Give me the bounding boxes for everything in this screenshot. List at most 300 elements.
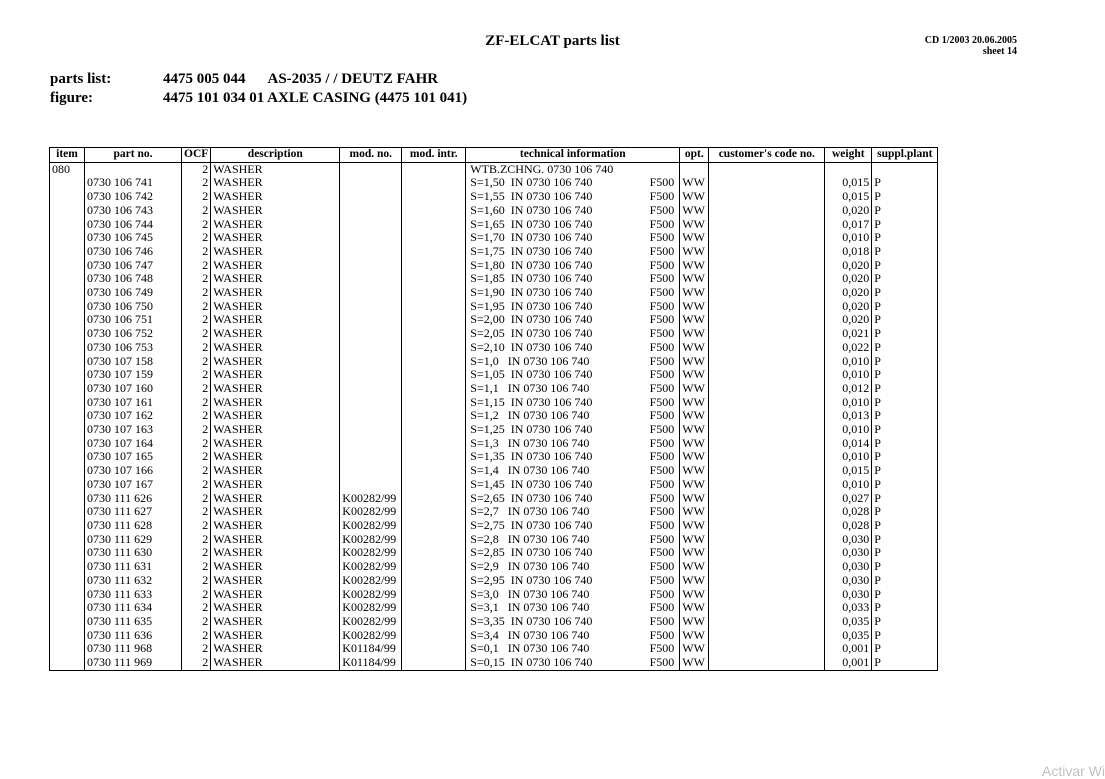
row-ocf: 2 — [182, 368, 211, 382]
row-technical-information — [466, 204, 680, 218]
row-technical-information — [466, 231, 680, 245]
row-description: WASHER — [211, 656, 340, 670]
sheet-number: sheet 14 — [982, 46, 1017, 57]
row-suppl-plant: P — [872, 382, 938, 396]
tech-info-text: S=2,9 IN 0730 106 740 — [470, 560, 590, 574]
tech-info-code: F500 — [649, 546, 675, 560]
row-ocf: 2 — [182, 409, 211, 423]
row-weight: 0,013 — [825, 409, 872, 423]
row-mod-no — [340, 437, 402, 451]
row-customer-code — [709, 409, 825, 423]
row-suppl-plant: P — [872, 409, 938, 423]
row-suppl-plant: P — [872, 218, 938, 232]
row-item — [50, 574, 85, 588]
row-description: WASHER — [211, 382, 340, 396]
row-mod-intr — [402, 437, 466, 451]
row-mod-intr — [402, 245, 466, 259]
row-description: WASHER — [211, 409, 340, 423]
row-customer-code — [709, 396, 825, 410]
row-opt: WW — [680, 190, 709, 204]
row-description: WASHER — [211, 176, 340, 190]
row-opt: WW — [680, 423, 709, 437]
row-ocf: 2 — [182, 231, 211, 245]
tech-info-text: S=1,35 IN 0730 106 740 — [470, 450, 593, 464]
row-suppl-plant: P — [872, 231, 938, 245]
row-description: WASHER — [211, 396, 340, 410]
row-item — [50, 204, 85, 218]
row-suppl-plant: P — [872, 615, 938, 629]
row-description: WASHER — [211, 204, 340, 218]
tech-info-code: F500 — [649, 272, 675, 286]
row-part-no — [85, 162, 182, 176]
tech-info-text: S=1,2 IN 0730 106 740 — [470, 409, 590, 423]
row-weight: 0,030 — [825, 588, 872, 602]
row-mod-no: K00282/99 — [340, 492, 402, 506]
row-opt: WW — [680, 409, 709, 423]
tech-info-code: F500 — [649, 628, 675, 642]
row-part-no: 0730 111 627 — [85, 505, 182, 519]
row-ocf: 2 — [182, 300, 211, 314]
row-ocf: 2 — [182, 656, 211, 670]
col-item: item — [50, 148, 85, 163]
table-row — [50, 409, 938, 423]
row-part-no: 0730 106 751 — [85, 313, 182, 327]
table-row — [50, 190, 938, 204]
row-opt: WW — [680, 259, 709, 273]
row-part-no: 0730 106 744 — [85, 218, 182, 232]
row-customer-code — [709, 231, 825, 245]
row-weight: 0,017 — [825, 218, 872, 232]
row-part-no: 0730 107 163 — [85, 423, 182, 437]
row-mod-intr — [402, 382, 466, 396]
tech-info-text: S=0,1 IN 0730 106 740 — [470, 642, 590, 656]
row-opt: WW — [680, 327, 709, 341]
table-row — [50, 218, 938, 232]
row-mod-intr — [402, 409, 466, 423]
row-mod-intr — [402, 259, 466, 273]
row-part-no: 0730 111 628 — [85, 519, 182, 533]
row-part-no: 0730 107 166 — [85, 464, 182, 478]
tech-info-code: F500 — [649, 190, 675, 204]
row-mod-intr — [402, 396, 466, 410]
row-mod-no — [340, 450, 402, 464]
row-customer-code — [709, 615, 825, 629]
row-weight: 0,028 — [825, 519, 872, 533]
row-description: WASHER — [211, 588, 340, 602]
row-mod-no: K00282/99 — [340, 519, 402, 533]
row-mod-no — [340, 176, 402, 190]
row-mod-no — [340, 218, 402, 232]
row-ocf: 2 — [182, 533, 211, 547]
row-ocf: 2 — [182, 341, 211, 355]
row-mod-intr — [402, 601, 466, 615]
row-suppl-plant: P — [872, 629, 938, 643]
row-weight: 0,015 — [825, 176, 872, 190]
row-mod-intr — [402, 286, 466, 300]
row-customer-code — [709, 450, 825, 464]
row-mod-intr — [402, 423, 466, 437]
row-technical-information — [466, 245, 680, 259]
row-technical-information — [466, 546, 680, 560]
row-description: WASHER — [211, 519, 340, 533]
tech-info-code: F500 — [649, 642, 675, 656]
parts-list-number: 4475 005 044 — [163, 71, 246, 87]
row-weight: 0,010 — [825, 231, 872, 245]
row-opt: WW — [680, 382, 709, 396]
row-customer-code — [709, 629, 825, 643]
row-weight: 0,010 — [825, 423, 872, 437]
col-customer-code: customer's code no. — [709, 148, 825, 163]
row-description: WASHER — [211, 601, 340, 615]
parts-table-body — [50, 162, 938, 670]
table-row — [50, 615, 938, 629]
row-description: WASHER — [211, 574, 340, 588]
row-mod-intr — [402, 176, 466, 190]
row-mod-no — [340, 231, 402, 245]
row-mod-no — [340, 313, 402, 327]
row-part-no: 0730 106 741 — [85, 176, 182, 190]
row-item — [50, 190, 85, 204]
row-suppl-plant: P — [872, 588, 938, 602]
document-title: ZF-ELCAT parts list — [485, 33, 620, 49]
row-technical-information — [466, 327, 680, 341]
row-mod-no: K00282/99 — [340, 560, 402, 574]
row-description: WASHER — [211, 341, 340, 355]
row-opt: WW — [680, 272, 709, 286]
row-description: WASHER — [211, 368, 340, 382]
row-suppl-plant: P — [872, 176, 938, 190]
row-technical-information — [466, 519, 680, 533]
row-customer-code — [709, 204, 825, 218]
row-mod-intr — [402, 629, 466, 643]
table-header-row — [50, 148, 938, 163]
row-item — [50, 245, 85, 259]
row-customer-code — [709, 272, 825, 286]
row-customer-code — [709, 642, 825, 656]
row-suppl-plant: P — [872, 601, 938, 615]
row-suppl-plant: P — [872, 519, 938, 533]
tech-info-code: F500 — [649, 423, 675, 437]
row-mod-intr — [402, 615, 466, 629]
table-row — [50, 546, 938, 560]
row-opt: WW — [680, 560, 709, 574]
figure-label: figure: — [50, 90, 94, 106]
row-opt: WW — [680, 601, 709, 615]
row-part-no: 0730 106 743 — [85, 204, 182, 218]
row-mod-no — [340, 368, 402, 382]
tech-info-code: F500 — [649, 532, 675, 546]
table-row — [50, 162, 938, 176]
row-suppl-plant: P — [872, 642, 938, 656]
row-technical-information — [466, 272, 680, 286]
row-opt — [680, 162, 709, 176]
tech-info-code: F500 — [649, 327, 675, 341]
row-mod-intr — [402, 464, 466, 478]
row-customer-code — [709, 574, 825, 588]
row-mod-intr — [402, 546, 466, 560]
row-mod-intr — [402, 492, 466, 506]
row-customer-code — [709, 519, 825, 533]
tech-info-text: S=1,3 IN 0730 106 740 — [470, 436, 590, 450]
row-technical-information — [466, 437, 680, 451]
row-mod-no: K00282/99 — [340, 629, 402, 643]
row-opt: WW — [680, 176, 709, 190]
tech-info-text: S=1,0 IN 0730 106 740 — [470, 354, 590, 368]
row-weight: 0,033 — [825, 601, 872, 615]
row-item — [50, 176, 85, 190]
row-weight: 0,028 — [825, 505, 872, 519]
row-weight: 0,001 — [825, 642, 872, 656]
row-mod-intr — [402, 190, 466, 204]
row-ocf: 2 — [182, 190, 211, 204]
row-mod-no: K00282/99 — [340, 588, 402, 602]
row-description: WASHER — [211, 300, 340, 314]
table-row — [50, 204, 938, 218]
row-ocf: 2 — [182, 546, 211, 560]
tech-info-code: F500 — [649, 258, 675, 272]
row-part-no: 0730 107 159 — [85, 368, 182, 382]
tech-info-text: S=1,4 IN 0730 106 740 — [470, 464, 590, 478]
row-customer-code — [709, 382, 825, 396]
row-mod-no — [340, 190, 402, 204]
row-suppl-plant: P — [872, 464, 938, 478]
table-row — [50, 588, 938, 602]
table-row — [50, 259, 938, 273]
row-item — [50, 231, 85, 245]
row-part-no: 0730 111 630 — [85, 546, 182, 560]
row-opt: WW — [680, 642, 709, 656]
table-row — [50, 396, 938, 410]
row-customer-code — [709, 313, 825, 327]
row-technical-information — [466, 190, 680, 204]
figure-value: 4475 101 034 01 AXLE CASING (4475 101 041) — [163, 90, 468, 106]
tech-info-code: F500 — [649, 573, 675, 587]
row-weight: 0,020 — [825, 313, 872, 327]
row-technical-information — [466, 355, 680, 369]
row-suppl-plant: P — [872, 546, 938, 560]
row-item — [50, 519, 85, 533]
table-row — [50, 629, 938, 643]
row-item — [50, 629, 85, 643]
row-customer-code — [709, 176, 825, 190]
row-technical-information — [466, 574, 680, 588]
tech-info-text: S=1,85 IN 0730 106 740 — [470, 272, 593, 286]
row-mod-intr — [402, 218, 466, 232]
row-mod-intr — [402, 355, 466, 369]
tech-info-text: S=2,85 IN 0730 106 740 — [470, 546, 593, 560]
row-technical-information — [466, 382, 680, 396]
row-part-no: 0730 107 158 — [85, 355, 182, 369]
row-mod-no: K01184/99 — [340, 642, 402, 656]
row-technical-information — [466, 162, 680, 176]
row-part-no: 0730 106 747 — [85, 259, 182, 273]
tech-info-text: S=1,65 IN 0730 106 740 — [470, 217, 593, 231]
tech-info-code: F500 — [649, 436, 675, 450]
tech-info-code: F500 — [649, 244, 675, 258]
row-suppl-plant: P — [872, 204, 938, 218]
row-part-no: 0730 111 631 — [85, 560, 182, 574]
table-row — [50, 313, 938, 327]
row-ocf: 2 — [182, 176, 211, 190]
row-item — [50, 588, 85, 602]
row-suppl-plant: P — [872, 574, 938, 588]
row-ocf: 2 — [182, 615, 211, 629]
row-part-no: 0730 111 636 — [85, 629, 182, 643]
tech-info-text: S=1,1 IN 0730 106 740 — [470, 381, 590, 395]
row-item — [50, 218, 85, 232]
tech-info-text: S=3,35 IN 0730 106 740 — [470, 614, 593, 628]
row-customer-code — [709, 437, 825, 451]
row-description: WASHER — [211, 629, 340, 643]
row-weight: 0,020 — [825, 272, 872, 286]
row-mod-intr — [402, 519, 466, 533]
tech-info-text: S=1,15 IN 0730 106 740 — [470, 395, 593, 409]
row-part-no: 0730 107 167 — [85, 478, 182, 492]
tech-info-code: F500 — [649, 299, 675, 313]
table-row — [50, 519, 938, 533]
tech-info-code: F500 — [649, 477, 675, 491]
row-ocf: 2 — [182, 505, 211, 519]
tech-info-code: F500 — [649, 505, 675, 519]
tech-info-text: WTB.ZCHNG. 0730 106 740 — [470, 162, 614, 176]
tech-info-code: F500 — [649, 614, 675, 628]
row-customer-code — [709, 327, 825, 341]
row-ocf: 2 — [182, 492, 211, 506]
row-weight: 0,020 — [825, 204, 872, 218]
row-opt: WW — [680, 505, 709, 519]
tech-info-code: F500 — [649, 464, 675, 478]
tech-info-text: S=1,25 IN 0730 106 740 — [470, 423, 593, 437]
row-part-no: 0730 106 753 — [85, 341, 182, 355]
tech-info-text: S=3,0 IN 0730 106 740 — [470, 587, 590, 601]
row-mod-intr — [402, 505, 466, 519]
row-mod-no — [340, 409, 402, 423]
row-part-no: 0730 111 626 — [85, 492, 182, 506]
row-item — [50, 313, 85, 327]
row-suppl-plant: P — [872, 437, 938, 451]
row-opt: WW — [680, 204, 709, 218]
row-ocf: 2 — [182, 601, 211, 615]
row-opt: WW — [680, 286, 709, 300]
row-opt: WW — [680, 533, 709, 547]
table-row — [50, 327, 938, 341]
row-weight: 0,010 — [825, 450, 872, 464]
tech-info-code: F500 — [649, 340, 675, 354]
row-ocf: 2 — [182, 218, 211, 232]
row-opt: WW — [680, 437, 709, 451]
table-row — [50, 341, 938, 355]
row-item — [50, 423, 85, 437]
row-item — [50, 533, 85, 547]
row-part-no: 0730 106 746 — [85, 245, 182, 259]
tech-info-code: F500 — [649, 286, 675, 300]
row-description: WASHER — [211, 218, 340, 232]
row-mod-no — [340, 341, 402, 355]
row-part-no: 0730 111 969 — [85, 656, 182, 670]
row-ocf: 2 — [182, 629, 211, 643]
row-description: WASHER — [211, 560, 340, 574]
row-suppl-plant: P — [872, 492, 938, 506]
row-opt: WW — [680, 629, 709, 643]
row-mod-no — [340, 355, 402, 369]
row-mod-intr — [402, 450, 466, 464]
row-suppl-plant: P — [872, 245, 938, 259]
tech-info-code: F500 — [649, 491, 675, 505]
row-opt: WW — [680, 656, 709, 670]
row-weight: 0,018 — [825, 245, 872, 259]
row-opt: WW — [680, 615, 709, 629]
row-mod-no — [340, 300, 402, 314]
row-mod-intr — [402, 656, 466, 670]
row-opt: WW — [680, 245, 709, 259]
row-suppl-plant: P — [872, 656, 938, 670]
row-suppl-plant: P — [872, 533, 938, 547]
row-ocf: 2 — [182, 396, 211, 410]
col-part-no: part no. — [85, 148, 182, 163]
row-technical-information — [466, 656, 680, 670]
row-mod-no — [340, 245, 402, 259]
row-item — [50, 656, 85, 670]
col-ocf: OCF — [182, 148, 211, 163]
tech-info-text: S=2,7 IN 0730 106 740 — [470, 505, 590, 519]
row-ocf: 2 — [182, 560, 211, 574]
table-row — [50, 601, 938, 615]
row-technical-information — [466, 423, 680, 437]
row-technical-information — [466, 642, 680, 656]
row-opt: WW — [680, 396, 709, 410]
row-opt: WW — [680, 464, 709, 478]
tech-info-text: S=1,55 IN 0730 106 740 — [470, 190, 593, 204]
col-description: description — [211, 148, 340, 163]
table-row — [50, 642, 938, 656]
row-suppl-plant: P — [872, 313, 938, 327]
row-mod-intr — [402, 313, 466, 327]
row-suppl-plant: P — [872, 368, 938, 382]
row-weight: 0,015 — [825, 190, 872, 204]
row-weight: 0,022 — [825, 341, 872, 355]
row-mod-intr — [402, 327, 466, 341]
table-row — [50, 368, 938, 382]
row-description: WASHER — [211, 492, 340, 506]
row-customer-code — [709, 368, 825, 382]
row-mod-intr — [402, 478, 466, 492]
row-opt: WW — [680, 492, 709, 506]
row-customer-code — [709, 533, 825, 547]
row-mod-no: K00282/99 — [340, 546, 402, 560]
tech-info-text: S=2,75 IN 0730 106 740 — [470, 518, 593, 532]
row-weight: 0,010 — [825, 355, 872, 369]
row-mod-intr — [402, 204, 466, 218]
cd-info: CD 1/2003 20.06.2005 — [924, 35, 1017, 46]
table-row — [50, 492, 938, 506]
row-mod-no — [340, 464, 402, 478]
row-item — [50, 286, 85, 300]
row-description: WASHER — [211, 313, 340, 327]
row-part-no: 0730 111 633 — [85, 588, 182, 602]
row-ocf: 2 — [182, 464, 211, 478]
tech-info-code: F500 — [649, 587, 675, 601]
row-weight: 0,030 — [825, 574, 872, 588]
row-ocf: 2 — [182, 478, 211, 492]
row-part-no: 0730 106 750 — [85, 300, 182, 314]
tech-info-code: F500 — [649, 450, 675, 464]
col-suppl-plant: suppl.plant — [872, 148, 938, 163]
row-ocf: 2 — [182, 382, 211, 396]
row-description: WASHER — [211, 450, 340, 464]
row-technical-information — [466, 560, 680, 574]
row-item — [50, 601, 85, 615]
row-description: WASHER — [211, 615, 340, 629]
